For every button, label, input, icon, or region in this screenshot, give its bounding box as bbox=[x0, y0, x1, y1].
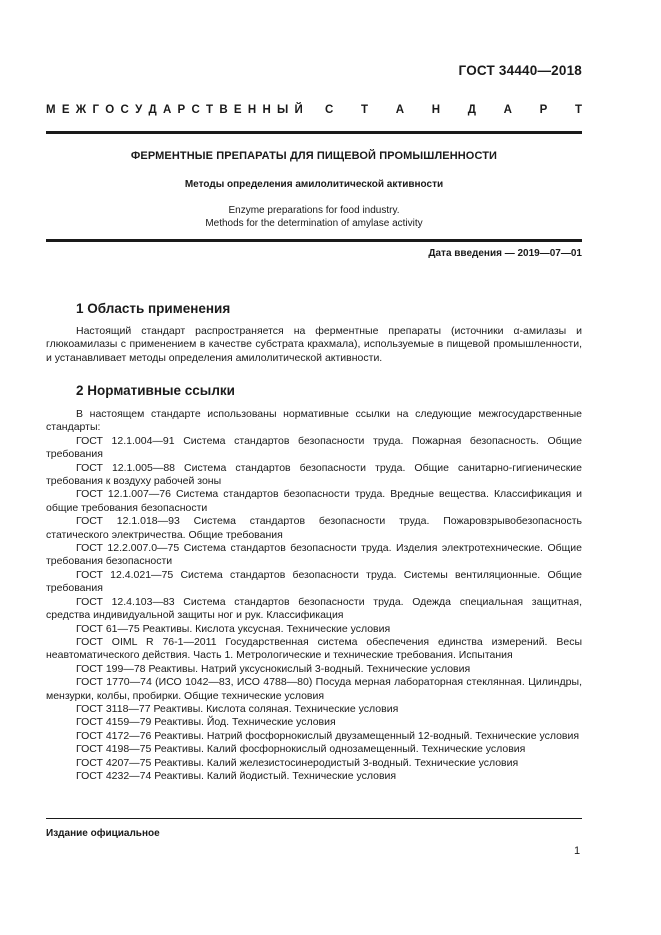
official-edition-label: Издание официальное bbox=[46, 828, 160, 839]
reference-item: ГОСТ 4198—75 Реактивы. Калий фосфорнокислый однозамещенный. Технические условия bbox=[76, 743, 526, 756]
references-intro: В настоящем стандарте использованы нормативные ссылки на следующие межгосударственные стандарты: bbox=[46, 408, 582, 434]
reference-item: ГОСТ 12.2.007.0—75 Система стандартов безопасности труда. Изделия электротехнические. Общие требования безопасности bbox=[46, 542, 582, 568]
reference-item: ГОСТ 1770—74 (ИСО 1042—83, ИСО 4788—80) Посуда мерная лабораторная стеклянная. Цилиндры, мензурки, колбы, пробирки. Общие технические условия bbox=[46, 676, 582, 702]
reference-item: ГОСТ 4159—79 Реактивы. Йод. Технические условия bbox=[76, 716, 336, 729]
scope-paragraph: Настоящий стандарт распространяется на ферментные препараты (источники α-амилазы и глюкоамилазы с применением в качестве субстрата крахмала), используемые в пищевой промышленности, и устанавливает методы определения амилолитической активности. bbox=[46, 325, 582, 364]
reference-item: ГОСТ 12.1.004—91 Система стандартов безопасности труда. Пожарная безопасность. Общие требования bbox=[46, 434, 582, 461]
reference-item: ГОСТ 199—78 Реактивы. Натрий уксуснокислый 3-водный. Технические условия bbox=[76, 662, 471, 675]
interstate-word-2: С Т А Н Д А Р Т bbox=[325, 104, 582, 116]
footer-rule bbox=[46, 818, 582, 819]
english-title-line-1: Enzyme preparations for food industry. bbox=[228, 205, 400, 216]
reference-item: ГОСТ 4232—74 Реактивы. Калий йодистый. Технические условия bbox=[76, 769, 397, 782]
reference-item: ГОСТ 4207—75 Реактивы. Калий железистосинеродистый 3-водный. Технические условия bbox=[76, 756, 519, 769]
page-number: 1 bbox=[574, 845, 581, 857]
top-rule bbox=[46, 131, 582, 134]
reference-item: ГОСТ 12.1.007—76 Система стандартов безопасности труда. Вредные вещества. Классификация и общие требования безопасности bbox=[46, 488, 582, 514]
section-2-heading: 2 Нормативные ссылки bbox=[76, 383, 235, 398]
document-subtitle: Методы определения амилолитической активности bbox=[184, 179, 444, 190]
middle-rule bbox=[46, 239, 582, 242]
reference-item: ГОСТ 12.4.103—83 Система стандартов безопасности труда. Одежда специальная защитная, средства индивидуальной защиты ног и рук. Классификация bbox=[46, 595, 582, 622]
interstate-word-1: М Е Ж Г О С У Д А Р С Т В Е Н Н Ы Й bbox=[46, 104, 303, 116]
reference-item: ГОСТ 12.1.005—88 Система стандартов безопасности труда. Общие санитарно-гигиенические требования к воздуху рабочей зоны bbox=[46, 461, 582, 488]
document-title: ФЕРМЕНТНЫЕ ПРЕПАРАТЫ ДЛЯ ПИЩЕВОЙ ПРОМЫШЛЕННОСТИ bbox=[130, 150, 498, 162]
section-1-text bbox=[46, 325, 582, 365]
standard-id: ГОСТ 34440—2018 bbox=[458, 63, 582, 78]
date-of-introduction: Дата введения — 2019—07—01 bbox=[428, 248, 582, 259]
reference-item: ГОСТ 4172—76 Реактивы. Натрий фосфорнокислый двузамещенный 12-водный. Технические условия bbox=[76, 729, 580, 742]
english-title-line-2: Methods for the determination of amylase activity bbox=[205, 218, 423, 229]
section-2-text bbox=[46, 408, 582, 783]
reference-item: ГОСТ 12.4.021—75 Система стандартов безопасности труда. Системы вентиляционные. Общие требования bbox=[46, 568, 582, 595]
reference-item: ГОСТ OIML R 76-1—2011 Государственная система обеспечения единства измерений. Весы неавтоматического действия. Часть 1. Метрологические и технические требования. Испытания bbox=[46, 635, 582, 662]
reference-item: ГОСТ 3118—77 Реактивы. Кислота соляная. Технические условия bbox=[76, 702, 399, 715]
reference-item: ГОСТ 61—75 Реактивы. Кислота уксусная. Технические условия bbox=[76, 622, 391, 635]
reference-item: ГОСТ 12.1.018—93 Система стандартов безопасности труда. Пожаровзрывобезопасность статического электричества. Общие требования bbox=[46, 515, 582, 541]
section-1-heading: 1 Область применения bbox=[76, 301, 231, 316]
interstate-standard-heading bbox=[46, 104, 582, 116]
